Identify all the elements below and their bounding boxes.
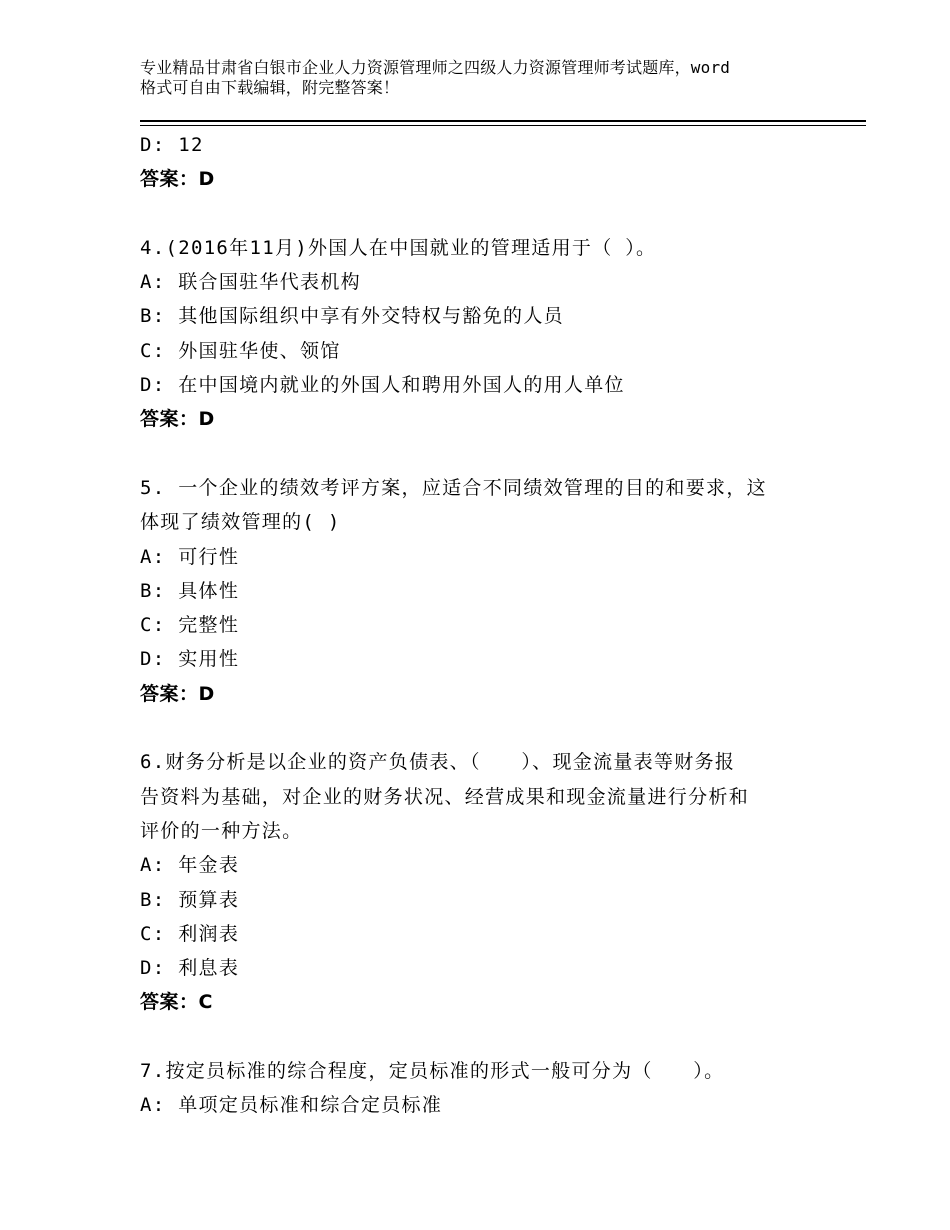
option-a: A: 联合国驻华代表机构 <box>140 271 361 294</box>
spacer <box>140 197 840 231</box>
header-line-1: 专业精品甘肃省白银市企业人力资源管理师之四级人力资源管理师考试题库，word <box>140 58 731 77</box>
answer: 答案：D <box>140 682 215 705</box>
header-rule-thin <box>140 125 866 126</box>
document-body <box>140 128 840 1123</box>
prev-option-d: D: 12 <box>140 134 204 156</box>
question-stem: 体现了绩效管理的( ) <box>140 511 341 534</box>
question-stem: 评价的一种方法。 <box>140 819 303 842</box>
question-stem: 7.按定员标准的综合程度，定员标准的形式一般可分为（ ）。 <box>140 1060 725 1083</box>
option-c: C: 利润表 <box>140 922 240 945</box>
document-header <box>140 58 840 98</box>
question-stem: 告资料为基础，对企业的财务状况、经营成果和现金流量进行分析和 <box>140 785 750 808</box>
option-d: D: 在中国境内就业的外国人和聘用外国人的用人单位 <box>140 374 625 397</box>
header-line-2: 格式可自由下载编辑，附完整答案！ <box>140 78 400 97</box>
question-stem: 5. 一个企业的绩效考评方案，应适合不同绩效管理的目的和要求，这 <box>140 476 767 499</box>
spacer <box>140 711 840 745</box>
question-stem: 4.(2016年11月)外国人在中国就业的管理适用于（ ）。 <box>140 236 657 259</box>
question-5 <box>140 471 840 711</box>
header-rule-thick <box>140 120 866 122</box>
option-a: A: 可行性 <box>140 545 240 568</box>
spacer <box>140 1020 840 1054</box>
answer: 答案：D <box>140 408 215 431</box>
spacer <box>140 437 840 471</box>
question-6 <box>140 745 840 1019</box>
answer: 答案：C <box>140 991 213 1014</box>
prev-answer: 答案：D <box>140 168 215 191</box>
question-4 <box>140 231 840 437</box>
option-b: B: 预算表 <box>140 888 240 911</box>
option-d: D: 实用性 <box>140 648 240 671</box>
question-7 <box>140 1054 840 1123</box>
option-a: A: 年金表 <box>140 854 240 877</box>
option-b: B: 具体性 <box>140 579 240 602</box>
option-c: C: 完整性 <box>140 614 240 637</box>
option-b: B: 其他国际组织中享有外交特权与豁免的人员 <box>140 305 564 328</box>
option-c: C: 外国驻华使、领馆 <box>140 339 341 362</box>
option-a: A: 单项定员标准和综合定员标准 <box>140 1094 443 1117</box>
option-d: D: 利息表 <box>140 957 240 980</box>
question-stem: 6.财务分析是以企业的资产负债表、（ ）、现金流量表等财务报 <box>140 751 736 774</box>
